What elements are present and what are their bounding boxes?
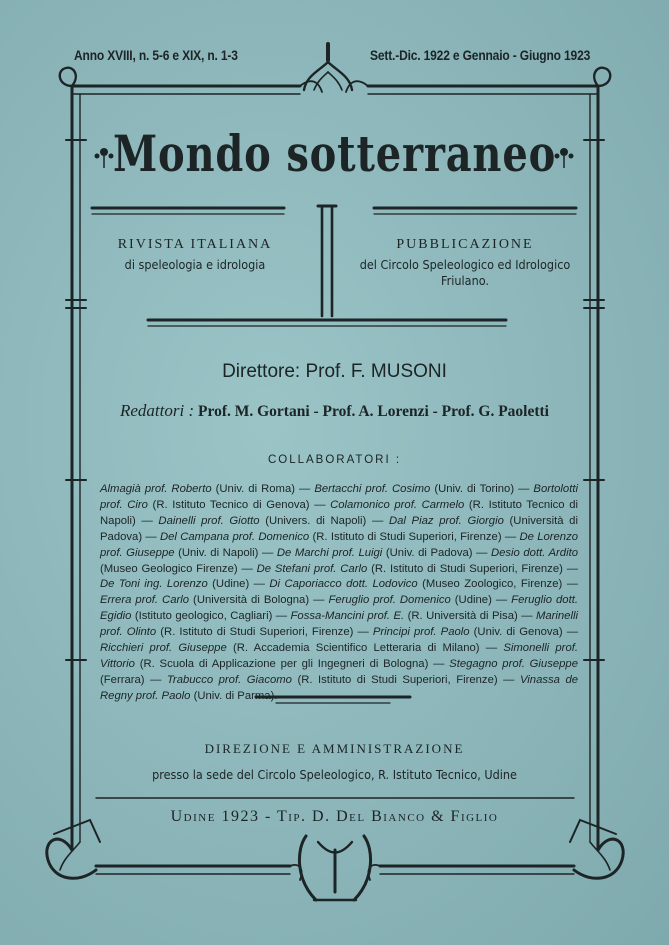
collaborator-entry xyxy=(291,610,518,622)
collaborator-name: Vinassa de Regny prof. Paolo xyxy=(100,673,579,702)
collaborator-affiliation: (Univ. di Torino) xyxy=(430,483,515,495)
editors-line xyxy=(0,401,669,421)
journal-title: Mondo sotterraneo xyxy=(112,124,557,183)
publication-label: PUBBLICAZIONE xyxy=(396,237,534,252)
collaborator-name: Dainelli prof. Giotto xyxy=(158,514,260,527)
collaborators-heading: COLLABORATORI : xyxy=(267,454,402,466)
collaborator-name: Simonelli prof. Vittorio xyxy=(100,642,579,670)
collaborator-affiliation: (Univ. di Napoli) xyxy=(174,546,259,559)
collaborator-affiliation: (Udine) xyxy=(450,594,492,607)
collaborator-name: Bortolotti prof. Ciro xyxy=(100,483,579,511)
collaborator-affiliation: (Univ. di Padova) xyxy=(382,546,473,559)
collaborator-name: De Stefani prof. Carlo xyxy=(256,562,368,575)
collaborator-name: Ricchieri prof. Giuseppe xyxy=(100,642,227,655)
collaborator-affiliation: (Univers. di Napoli) xyxy=(259,514,367,527)
collaborator-name: Bertacchi prof. Cosimo xyxy=(314,483,431,495)
collaborator-name: De Lorenzo prof. Giuseppe xyxy=(100,530,579,559)
collaborator-entry xyxy=(328,594,491,606)
collaborator-affiliation: (R. Istituto di Studi Superiori, Firenze) xyxy=(309,530,502,543)
administration-address: presso la sede del Circolo Speleologico, R. Istituto Tecnico, Udine xyxy=(152,767,517,782)
collaborator-name: Trabucco prof. Giacomo xyxy=(166,673,292,686)
collaborator-affiliation: (Udine) xyxy=(207,578,250,591)
collaborator-name: Dal Piaz prof. Giorgio xyxy=(388,514,504,527)
collaborator-affiliation: (R. Istituto di Studi Superiori, Firenze) xyxy=(156,626,354,639)
collaborator-affiliation: (Università di Bologna) xyxy=(189,594,310,607)
collaborator-affiliation: (Università di Padova) xyxy=(100,514,578,543)
collaborator-affiliation: (Museo Geologico Firenze) xyxy=(100,562,238,575)
collaborator-name: Desio dott. Ardito xyxy=(490,546,579,559)
publisher-name: del Circolo Speleologico ed Idrologico Friulano. xyxy=(359,257,571,288)
collaborator-name: Feruglio prof. Domenico xyxy=(328,594,451,607)
editors-names: Prof. M. Gortani - Prof. A. Lorenzi - Prof. G. Paoletti xyxy=(198,403,549,420)
journal-subject: di speleologia e idrologia xyxy=(124,257,266,272)
director-line: Direttore: Prof. F. MUSONI xyxy=(222,361,447,382)
collaborator-affiliation: (Museo Zoologico, Firenze) xyxy=(417,578,563,591)
collaborator-affiliation: (R. Istituto di Studi Superiori, Firenze) xyxy=(367,562,563,575)
collaborator-name: Principi prof. Paolo xyxy=(372,626,470,639)
journal-type: RIVISTA ITALIANA xyxy=(117,237,273,252)
collaborator-affiliation: (Univ. di Roma) xyxy=(211,483,295,495)
collaborator-entry xyxy=(167,674,498,686)
collaborator-entry xyxy=(314,483,514,495)
collaborator-name: Di Caporiacco dott. Lodovico xyxy=(269,578,418,591)
collaborator-entry xyxy=(277,547,473,559)
collaborator-affiliation: (R. Istituto di Studi Superiori, Firenze) xyxy=(291,673,498,686)
collaborator-entry xyxy=(158,515,366,527)
issue-numbers: Anno XVIII, n. 5-6 e XIX, n. 1-3 xyxy=(74,47,238,63)
collaborator-name: Errera prof. Carlo xyxy=(100,594,190,607)
collaborator-entry xyxy=(257,563,563,575)
collaborator-entry xyxy=(160,531,502,543)
collaborator-name: Del Campana prof. Domenico xyxy=(159,530,310,543)
collaborator-affiliation: (R. Università di Pisa) xyxy=(404,610,518,623)
collaborator-affiliation: (R. Accademia Scientifico Letteraria di Milano) xyxy=(226,642,480,655)
collaborator-entry xyxy=(269,578,562,590)
collaborator-entry xyxy=(100,642,480,654)
collaborator-affiliation: (R. Istituto Tecnico di Napoli) xyxy=(100,498,578,527)
collaborator-name: Almagià prof. Roberto xyxy=(100,483,212,495)
administration-heading: DIREZIONE E AMMINISTRAZIONE xyxy=(204,741,465,756)
collaborator-affiliation: (Univ. di Genova) xyxy=(469,626,563,639)
collaborator-name: Feruglio dott. Egidio xyxy=(100,594,578,623)
collaborator-entry xyxy=(100,594,309,606)
issue-dates: Sett.-Dic. 1922 e Gennaio - Giugno 1923 xyxy=(370,47,591,63)
editors-label: Redattori : xyxy=(120,401,195,420)
collaborator-name: De Marchi prof. Luigi xyxy=(276,546,383,559)
collaborator-entry xyxy=(373,626,563,638)
collaborator-name: Marinelli prof. Olinto xyxy=(100,610,578,639)
left-column xyxy=(80,237,310,273)
collaborator-affiliation: (Univ. di Parma). xyxy=(190,689,278,702)
right-column xyxy=(345,237,585,289)
collaborator-name: Colamonico prof. Carmelo xyxy=(330,498,465,511)
collaborator-name: Stegagno prof. Giuseppe xyxy=(449,657,578,670)
collaborator-name: Fossa-Mancini prof. E. xyxy=(290,610,405,623)
collaborator-affiliation: (Istituto geologico, Cagliari) xyxy=(131,610,273,623)
collaborator-affiliation: (R. Istituto Tecnico di Genova) xyxy=(147,498,310,511)
collaborator-affiliation: (Ferrara) xyxy=(100,673,145,686)
printer-imprint: Udine 1923 - Tip. D. Del Bianco & Figlio xyxy=(170,808,499,825)
collaborator-affiliation: (R. Scuola di Applicazione per gli Ingegneri di Bologna) xyxy=(134,657,429,670)
collaborator-entry xyxy=(100,578,249,590)
collaborators-list: Almagià prof. Roberto (Univ. di Roma) — Bertacchi prof. Cosimo (Univ. di Torino) — Bortolotti prof. Ciro (R. Istituto Tecnico di Genova) — Colamonico prof. Carmelo (R. Istituto Tecnico di Napoli) — Dainelli prof. Giotto (Univers. di Napoli) — Dal Piaz prof. Giorgio (Università di Padova) — Del Campana prof. Domenico (R. Istituto di Studi Superiori, Firenze) — De Lorenzo prof. Giuseppe (Univ. di Napoli) — De Marchi prof. Luigi (Univ. di Padova) — Desio dott. Ardito (Museo Geologico Firenze) — De Stefani prof. Carlo (R. Istituto di Studi Superiori, Firenze) — De Toni ing. Lorenzo (Udine) — Di Caporiacco dott. Lodovico (Museo Zoologico, Firenze) — Errera prof. Carlo (Università di Bologna) — Feruglio prof. Domenico (Udine) — Feruglio dott. Egidio (Istituto geologico, Cagliari) — Fossa-Mancini prof. E. (R. Università di Pisa) — Marinelli prof. Olinto (R. Istituto di Studi Superiori, Firenze) — Principi prof. Paolo (Univ. di Genova) — Ricchieri prof. Giuseppe (R. Accademia Scientifico Letteraria di Milano) — Simonelli prof. Vittorio (R. Scuola di Applicazione per gli Ingegneri di Bologna) — Stegagno prof. Giuseppe (Ferrara) — Trabucco prof. Giacomo (R. Istituto di Studi Superiori, Firenze) — Vinassa de Regny prof. Paolo (Univ. di Parma). xyxy=(100,483,579,702)
collaborator-name: De Toni ing. Lorenzo xyxy=(100,578,208,591)
collaborator-entry xyxy=(100,483,295,495)
